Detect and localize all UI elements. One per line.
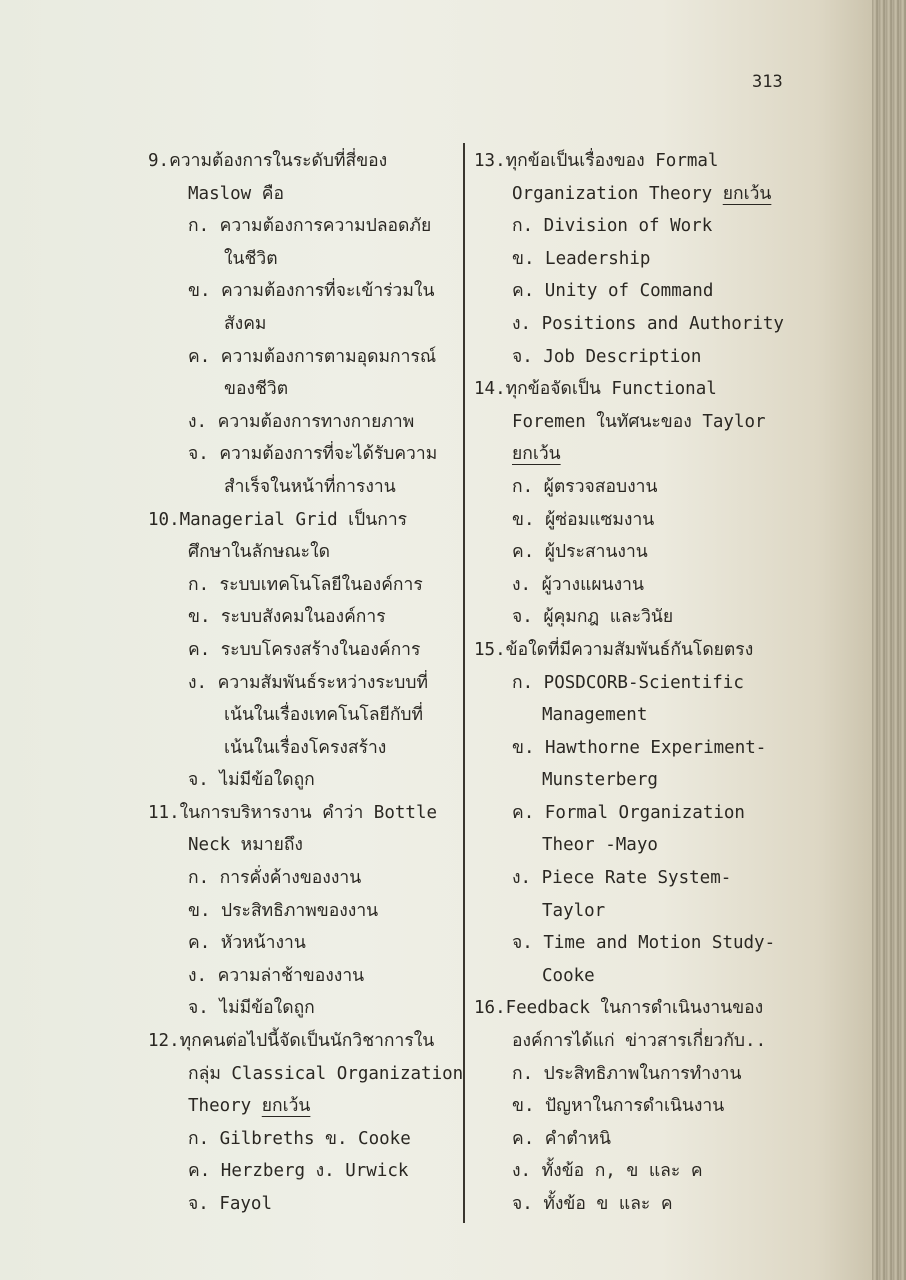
underlined-except: ยกเว้น [261, 1096, 311, 1117]
choice-letter: ก. [188, 868, 220, 889]
choice-text: ของชีวิต [224, 379, 289, 400]
choice-item [148, 406, 466, 439]
choice-item [148, 601, 466, 634]
question-15 [474, 634, 804, 993]
choice-letter: ค. [512, 542, 545, 563]
question-text [474, 634, 804, 667]
choice-item [474, 504, 804, 537]
choice-letter: ง. [512, 313, 542, 334]
choice-text: สำเร็จในหน้าที่การงาน [224, 476, 396, 497]
question-12 [148, 1025, 466, 1221]
choice-item [474, 1090, 804, 1123]
choice-item [148, 667, 466, 700]
choice-text: ระบบโครงสร้างในองค์การ [220, 639, 421, 660]
question-text [148, 145, 466, 178]
choice-item [474, 536, 804, 569]
choice-letter: ง. [512, 868, 542, 889]
choice-text: ผู้ประสานงาน [544, 542, 648, 563]
choice-item: จ. Fayol [188, 1194, 273, 1214]
choice-letter: ง. [512, 574, 542, 595]
question-text [148, 1090, 466, 1123]
choice-letter: ก. [512, 672, 544, 693]
choice-text: ปัญหาในการดำเนินงาน [545, 1096, 725, 1117]
choice-text: Time and Motion Study- [543, 933, 776, 954]
choice-text: ความต้องการที่จะเข้าร่วมใน [221, 281, 435, 302]
question-text [148, 829, 466, 862]
choice-letter: จ. [512, 607, 544, 628]
choice-item [474, 308, 804, 341]
underlined-except: ยกเว้น [722, 183, 772, 204]
question-13 [474, 145, 804, 373]
choice-letter: จ. [512, 346, 544, 367]
question-line: Foremen ในทัศนะของ Taylor [512, 411, 766, 432]
question-text [148, 536, 466, 569]
choice-item [474, 895, 804, 928]
question-line: ทุกคนต่อไปนี้จัดเป็นนักวิชาการใน [179, 1031, 435, 1052]
question-line: Feedback ในการดำเนินงานของ [505, 998, 764, 1019]
choice-item [474, 829, 804, 862]
choice-item [474, 569, 804, 602]
choice-letter: ง. [188, 411, 218, 432]
question-line: กลุ่ม Classical Organization [188, 1063, 464, 1084]
question-line: Neck หมายถึง [188, 835, 303, 856]
choice-text: คำตำหนิ [544, 1128, 612, 1149]
choice-item [474, 210, 804, 243]
question-text [148, 797, 466, 830]
choice-text: POSDCORB-Scientific [543, 672, 744, 693]
question-text [148, 1025, 466, 1058]
choice-item [148, 895, 466, 928]
choice-letter: ค. [512, 802, 545, 823]
choice-letter: จ. [512, 933, 544, 954]
underlined-except: ยกเว้น [512, 444, 561, 465]
question-number: 15. [474, 639, 506, 660]
choice-letter: ข. [512, 509, 546, 530]
choice-text: Cooke [542, 965, 595, 986]
choice-letter: ก. [188, 574, 220, 595]
choice-text: Management [542, 705, 648, 726]
choice-item [148, 862, 466, 895]
question-16 [474, 992, 804, 1220]
choice-text: ระบบเทคโนโลยีในองค์การ [219, 574, 423, 595]
choice-item [148, 634, 466, 667]
choice-text: Piece Rate System- [541, 868, 732, 889]
choice-item [148, 699, 466, 732]
choice-letter: จ. [188, 770, 220, 791]
choice-letter: ข. [512, 248, 546, 269]
question-number: 14. [474, 379, 506, 400]
choice-letter: ง. [512, 1161, 542, 1182]
choice-letter: ค. [188, 346, 221, 367]
choice-text: ผู้ตรวจสอบงาน [543, 476, 658, 497]
choice-text: ประสิทธิภาพของงาน [221, 900, 379, 921]
question-line: ทุกข้อเป็นเรื่องของ Formal [505, 151, 719, 171]
choice-letter: ค. [512, 281, 545, 302]
choice-letter: ก. [512, 476, 544, 497]
question-11 [148, 797, 466, 1025]
question-line: องค์การได้แก่ ข่าวสารเกี่ยวกับ.. [512, 1031, 767, 1052]
choice-item [474, 1188, 804, 1221]
question-number: 12. [148, 1031, 180, 1052]
choice-letter: จ. [188, 444, 220, 465]
question-14 [474, 373, 804, 634]
choice-item [148, 927, 466, 960]
choice-item [474, 243, 804, 276]
choice-item [474, 1058, 804, 1091]
choice-text: Job Description [543, 346, 702, 367]
question-text [148, 504, 466, 537]
question-text [474, 145, 804, 178]
choice-letter: ก. [512, 216, 544, 237]
choice-item [474, 699, 804, 732]
choice-text: Division of Work [543, 216, 713, 237]
choice-text: หัวหน้างาน [220, 933, 306, 954]
question-text [148, 1058, 466, 1091]
question-number: 11. [148, 802, 180, 823]
question-9 [148, 145, 466, 504]
question-line: Theory [188, 1096, 252, 1117]
choice-item [148, 275, 466, 308]
question-line: ทุกข้อจัดเป็น Functional [505, 379, 717, 400]
choice-item [474, 927, 804, 960]
choice-letter: ค. [512, 1128, 545, 1149]
question-text [474, 373, 804, 406]
choice-letter: ค. [188, 933, 221, 954]
choice-text: ไม่มีข้อใดถูก [219, 770, 315, 791]
choice-item [474, 341, 804, 374]
question-line: Managerial Grid เป็นการ [179, 509, 408, 530]
choice-letter: ค. [188, 639, 221, 660]
choice-item [474, 764, 804, 797]
choice-text: สังคม [224, 313, 267, 334]
choice-text: Leadership [545, 248, 651, 269]
choice-item [148, 471, 466, 504]
choice-item [148, 373, 466, 406]
page-edge-binding [872, 0, 906, 1280]
choice-letter: ง. [188, 672, 218, 693]
choice-text: Formal Organization [544, 802, 745, 823]
choice-item [148, 764, 466, 797]
choice-letter: ข. [512, 737, 546, 758]
question-line: ในการบริหารงาน คำว่า Bottle [179, 802, 438, 823]
choice-item [474, 471, 804, 504]
question-10 [148, 504, 466, 797]
question-line: Organization Theory [512, 183, 713, 204]
choice-item: ค. Herzberg ง. Urwick [188, 1161, 409, 1182]
choice-text: Unity of Command [544, 281, 714, 302]
choice-text: Positions and Authority [541, 313, 784, 334]
choice-text: ความต้องการความปลอดภัย [219, 216, 432, 237]
right-column [474, 145, 804, 1221]
choice-letter: ข. [188, 607, 222, 628]
choice-item: ก. Gilbreths ข. Cooke [188, 1128, 411, 1149]
choice-item [474, 667, 804, 700]
left-column [148, 145, 466, 1221]
choice-item [474, 1155, 804, 1188]
choice-item [148, 992, 466, 1025]
choice-item [148, 438, 466, 471]
question-line: ข้อใดที่มีความสัมพันธ์กันโดยตรง [505, 639, 754, 660]
choice-letter: จ. [512, 1194, 544, 1214]
choice-letter: ก. [512, 1063, 544, 1084]
choice-item [148, 960, 466, 993]
choice-text: ความต้องการตามอุดมการณ์ [220, 346, 437, 367]
choice-text: Munsterberg [542, 770, 658, 791]
choice-item [148, 210, 466, 243]
choice-letter: ข. [188, 281, 222, 302]
question-text [474, 1025, 804, 1058]
question-line: ศึกษาในลักษณะใด [188, 542, 330, 563]
choice-text: ในชีวิต [224, 248, 278, 269]
question-number: 10. [148, 509, 180, 530]
choice-text: การคั่งค้างของงาน [219, 868, 362, 889]
choice-text: เน้นในเรื่องโครงสร้าง [224, 737, 387, 758]
question-number: 9. [148, 151, 170, 171]
choice-text: Hawthorne Experiment- [545, 737, 767, 758]
choice-text: Theor -Mayo [542, 835, 658, 856]
question-text [474, 406, 804, 439]
choice-text: ความสัมพันธ์ระหว่างระบบที่ [217, 672, 429, 693]
choice-text: ความต้องการทางกายภาพ [217, 411, 415, 432]
choice-text: ไม่มีข้อใดถูก [219, 998, 315, 1019]
choice-item [148, 569, 466, 602]
choice-text: Taylor [542, 900, 606, 921]
choice-text: ทั้งข้อ ก, ข และ ค [541, 1161, 703, 1182]
choice-text: ผู้วางแผนงาน [541, 574, 644, 595]
choice-letter: ก. [188, 216, 220, 237]
choice-text: ผู้ซ่อมแซมงาน [545, 509, 655, 530]
page-number: 313 [752, 72, 783, 92]
question-text [474, 438, 804, 471]
question-text [474, 178, 804, 211]
choice-text: ทั้งข้อ ข และ ค [543, 1194, 673, 1214]
choice-item [474, 601, 804, 634]
choice-item [148, 308, 466, 341]
question-line: ความต้องการในระดับที่สี่ของ [169, 151, 388, 171]
choice-item [148, 243, 466, 276]
choice-letter: ง. [188, 965, 218, 986]
choice-item [474, 732, 804, 765]
choice-letter: ข. [188, 900, 222, 921]
question-text [148, 178, 466, 211]
choice-item [148, 732, 466, 765]
choice-letter: จ. [188, 998, 220, 1019]
choice-letter: ข. [512, 1096, 546, 1117]
choice-item [474, 797, 804, 830]
choice-text: ระบบสังคมในองค์การ [221, 607, 386, 628]
choice-text: ความต้องการที่จะได้รับความ [219, 444, 438, 465]
choice-item [474, 1123, 804, 1156]
choice-text: เน้นในเรื่องเทคโนโลยีกับที่ [224, 705, 424, 726]
choice-text: ความล่าช้าของงาน [217, 965, 365, 986]
choice-text: ประสิทธิภาพในการทำงาน [543, 1063, 742, 1084]
question-number: 13. [474, 151, 506, 171]
question-text [474, 992, 804, 1025]
question-line: Maslow คือ [188, 183, 284, 204]
choice-item [474, 275, 804, 308]
choice-text: ผู้คุมกฎ และวินัย [543, 607, 674, 628]
choice-item [148, 341, 466, 374]
question-number: 16. [474, 998, 506, 1019]
choice-item [474, 960, 804, 993]
choice-item [474, 862, 804, 895]
